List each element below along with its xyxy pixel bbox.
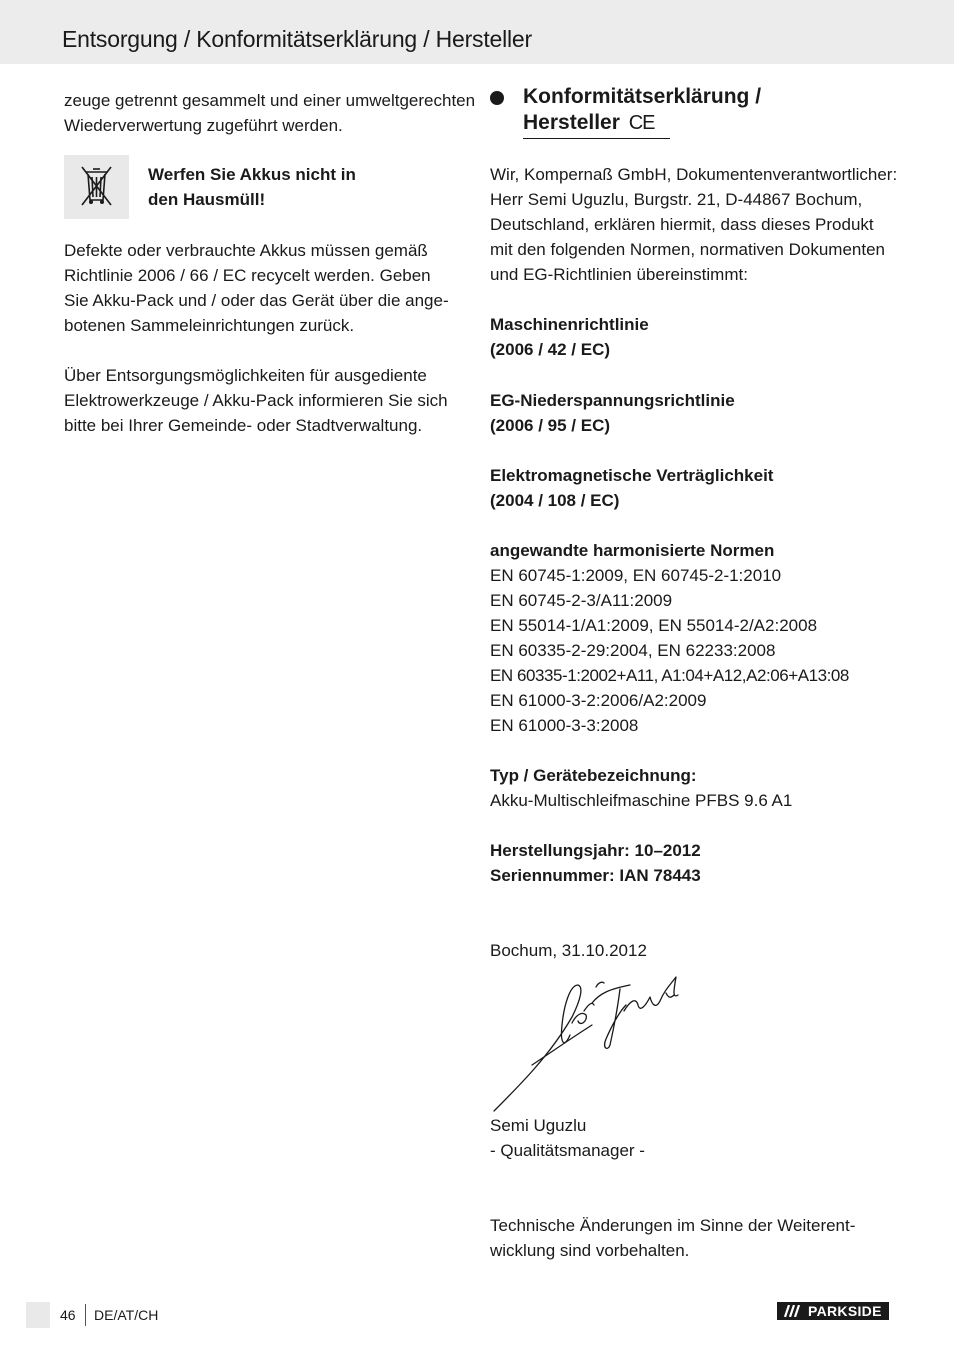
para2-line-1: Über Entsorgungsmöglichkeiten für ausgediente (64, 366, 427, 385)
section-heading (523, 84, 761, 136)
signer-title: - Qualitätsmanager - (490, 1141, 645, 1160)
section-heading-line-2: Hersteller (523, 111, 620, 134)
norm-line-2: EN 60745-2-3/A11:2009 (490, 591, 673, 610)
directive-low-voltage-code: (2006 / 95 / EC) (490, 416, 611, 435)
warning-line-2: den Hausmüll! (148, 190, 266, 209)
locale-code: DE/AT/CH (94, 1307, 159, 1323)
section-heading-underline (523, 138, 670, 139)
type-heading: Typ / Gerätebezeichnung: (490, 766, 697, 785)
para2-line-2: Elektrowerkzeuge / Akku-Pack informieren Sie sich (64, 391, 448, 410)
norm-line-3: EN 55014-1/A1:2009, EN 55014-2/A2:2008 (490, 616, 818, 635)
directive-emc-title: Elektromagnetische Verträglichkeit (490, 466, 774, 485)
declaration-line-3: Deutschland, erklären hiermit, dass dieses Produkt (490, 215, 874, 234)
directive-machinery-title: Maschinenrichtlinie (490, 315, 649, 334)
production-year: Herstellungsjahr: 10–2012 (490, 841, 701, 860)
footer-divider (85, 1304, 86, 1326)
closing-line-2: wicklung sind vorbehalten. (490, 1241, 690, 1260)
declaration-line-1: Wir, Kompernaß GmbH, Dokumentenverantwortlicher: (490, 165, 898, 184)
para2-line-3: bitte bei Ihrer Gemeinde- oder Stadtverwaltung. (64, 416, 423, 435)
declaration-line-5: und EG-Richtlinien übereinstimmt: (490, 265, 748, 284)
section-bullet-icon (490, 91, 504, 105)
para1-line-4: botenen Sammeleinrichtungen zurück. (64, 316, 355, 335)
norm-line-6: EN 61000-3-2:2006/A2:2009 (490, 691, 707, 710)
para1-line-2: Richtlinie 2006 / 66 / EC recycelt werden. Geben (64, 266, 431, 285)
directive-emc-code: (2004 / 108 / EC) (490, 491, 620, 510)
type-value: Akku-Multischleifmaschine PFBS 9.6 A1 (490, 791, 793, 810)
intro-line-2: Wiederverwertung zugeführt werden. (64, 116, 343, 135)
para1-line-3: Sie Akku-Pack und / oder das Gerät über die ange- (64, 291, 449, 310)
directive-machinery-code: (2006 / 42 / EC) (490, 340, 611, 359)
norms-heading: angewandte harmonisierte Normen (490, 541, 775, 560)
footer-tab (26, 1302, 50, 1328)
ce-mark-icon: CE (628, 112, 655, 134)
intro-line-1: zeuge getrennt gesammelt und einer umweltgerechten (64, 91, 476, 110)
directive-low-voltage-title: EG-Niederspannungsrichtlinie (490, 391, 735, 410)
crossed-out-bin-icon (64, 155, 129, 219)
declaration-line-4: mit den folgenden Normen, normativen Dokumenten (490, 240, 885, 259)
signer-name: Semi Uguzlu (490, 1116, 587, 1135)
brand-stripes-icon (782, 1305, 802, 1317)
norm-line-1: EN 60745-1:2009, EN 60745-2-1:2010 (490, 566, 782, 585)
para1-line-1: Defekte oder verbrauchte Akkus müssen gemäß (64, 241, 428, 260)
serial-number: Seriennummer: IAN 78443 (490, 866, 701, 885)
brand-logo (777, 1302, 889, 1320)
warning-line-1: Werfen Sie Akkus nicht in (148, 165, 356, 184)
norm-line-7: EN 61000-3-3:2008 (490, 716, 639, 735)
closing-line-1: Technische Änderungen im Sinne der Weiterent- (490, 1216, 856, 1235)
crossed-bin-icon-box (64, 155, 129, 219)
place-date: Bochum, 31.10.2012 (490, 941, 647, 960)
header-bar (0, 0, 954, 64)
page-title: Entsorgung / Konformitätserklärung / Hersteller (62, 26, 532, 52)
declaration-line-2: Herr Semi Uguzlu, Burgstr. 21, D-44867 Bochum, (490, 190, 863, 209)
signature-image (480, 965, 700, 1115)
norm-line-4: EN 60335-2-29:2004, EN 62233:2008 (490, 641, 776, 660)
norm-line-5: EN 60335-1:2002+A11, A1:04+A12,A2:06+A13:08 (490, 666, 849, 685)
section-heading-line-1: Konformitätserklärung / (523, 85, 762, 108)
page-number: 46 (60, 1307, 76, 1323)
brand-name: PARKSIDE (808, 1303, 882, 1319)
